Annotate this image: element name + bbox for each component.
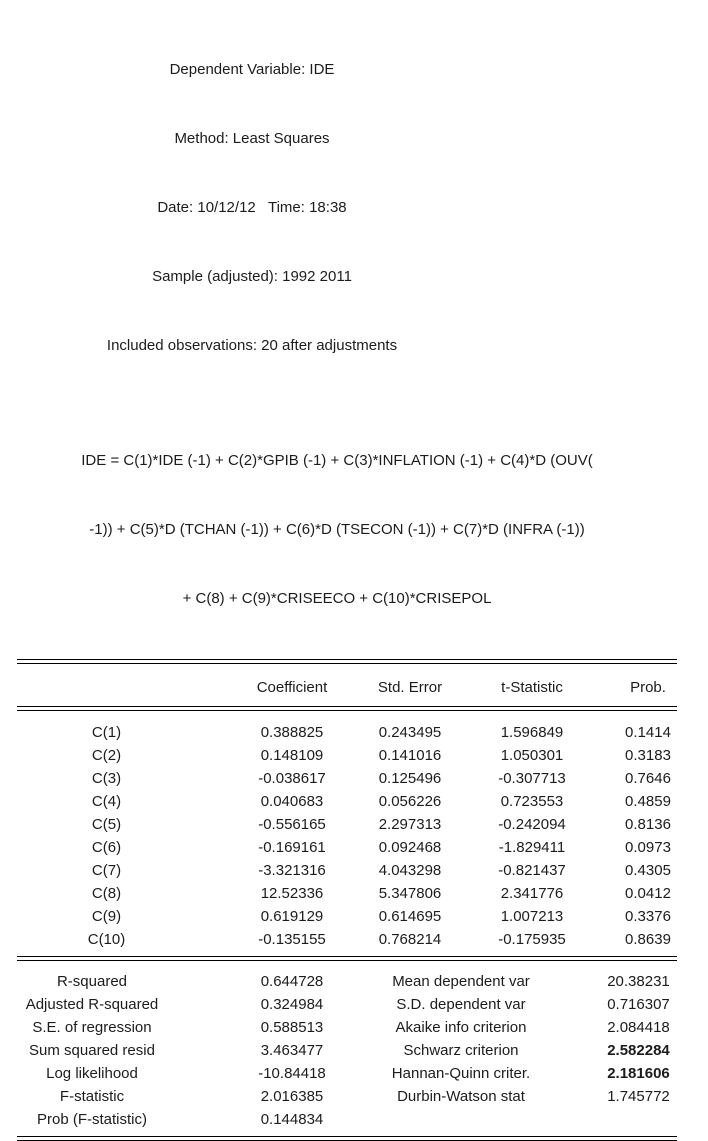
- column-header-std-error: Std. Error: [377, 679, 443, 696]
- coef-value: -0.169161: [258, 839, 326, 856]
- summary-header: [17, 12, 487, 403]
- coef-t-statistic: -0.307713: [498, 770, 566, 787]
- coef-row: [17, 813, 700, 836]
- coef-row: [17, 836, 700, 859]
- regression-output: [17, 12, 700, 1141]
- stats-left-label: Sum squared resid: [29, 1042, 155, 1059]
- stats-row: [17, 993, 700, 1016]
- coef-std-error: 0.056226: [378, 793, 442, 810]
- coef-row: [17, 721, 700, 744]
- coef-variable: C(9): [91, 908, 122, 925]
- stats-left-label: Log likelihood: [46, 1065, 138, 1082]
- coef-t-statistic: 1.596849: [500, 724, 564, 741]
- coef-t-statistic: -0.242094: [498, 816, 566, 833]
- coef-t-statistic: 1.050301: [500, 747, 564, 764]
- coef-value: 0.619129: [260, 908, 324, 925]
- stats-right-label: Akaike info criterion: [395, 1019, 527, 1036]
- stats-right-value: 2.084418: [607, 1019, 670, 1036]
- column-header-coefficient: Coefficient: [256, 679, 328, 696]
- observations-line: Included observations: 20 after adjustments: [106, 337, 398, 354]
- stats-left-value: 0.588513: [260, 1019, 324, 1036]
- coef-value: 0.388825: [260, 724, 324, 741]
- stats-right-label: S.D. dependent var: [396, 996, 526, 1013]
- dependent-variable-line: Dependent Variable: IDE: [169, 61, 335, 78]
- coef-variable: C(5): [91, 816, 122, 833]
- coefficient-header-row: [17, 676, 700, 699]
- stats-right-value: [577, 1108, 700, 1131]
- double-rule-top: [17, 659, 677, 664]
- estimation-equation: [17, 403, 657, 656]
- coef-value: 0.040683: [260, 793, 324, 810]
- stats-right-label: Hannan-Quinn criter.: [391, 1065, 531, 1082]
- coef-variable: C(3): [91, 770, 122, 787]
- coef-prob: 0.0973: [625, 839, 671, 856]
- stats-left-value: 2.016385: [260, 1088, 324, 1105]
- stats-left-label: R-squared: [56, 973, 128, 990]
- stats-right-label: Mean dependent var: [392, 973, 530, 990]
- coef-variable: C(7): [91, 862, 122, 879]
- double-rule-middle: [17, 956, 677, 961]
- coefficient-header-table: [17, 676, 700, 699]
- coef-value: -0.556165: [258, 816, 326, 833]
- coef-value: 0.148109: [260, 747, 324, 764]
- stats-row: [17, 1039, 700, 1062]
- coef-std-error: 0.243495: [378, 724, 442, 741]
- stats-left-label: Adjusted R-squared: [25, 996, 159, 1013]
- coef-prob: 0.3183: [625, 747, 671, 764]
- stats-left-value: 0.144834: [260, 1111, 324, 1128]
- stats-row: [17, 1016, 700, 1039]
- coef-prob: 0.7646: [625, 770, 671, 787]
- coef-t-statistic: -1.829411: [498, 839, 566, 856]
- stats-left-label: S.E. of regression: [32, 1019, 152, 1036]
- coef-prob: 0.4305: [625, 862, 671, 879]
- coef-prob: 0.8639: [625, 931, 671, 948]
- stats-right-value: 2.582284: [607, 1042, 670, 1059]
- coef-std-error: 0.141016: [378, 747, 442, 764]
- coef-std-error: 0.092468: [378, 839, 442, 856]
- stats-row: [17, 1062, 700, 1085]
- coef-value: -0.038617: [258, 770, 326, 787]
- equation-line: + C(8) + C(9)*CRISEECO + C(10)*CRISEPOL: [182, 590, 492, 607]
- column-header-t-statistic: t-Statistic: [501, 679, 563, 696]
- summary-statistics-table: [17, 970, 700, 1131]
- coef-std-error: 0.614695: [378, 908, 442, 925]
- coef-row: [17, 882, 700, 905]
- equation-line: IDE = C(1)*IDE (-1) + C(2)*GPIB (-1) + C(3)*INFLATION (-1) + C(4)*D (OUV(: [81, 452, 593, 469]
- stats-left-value: 0.324984: [260, 996, 324, 1013]
- stats-left-label: Prob (F-statistic): [36, 1111, 147, 1128]
- coef-row: [17, 905, 700, 928]
- coef-std-error: 0.768214: [378, 931, 442, 948]
- coef-value: 12.52336: [260, 885, 324, 902]
- coef-value: -3.321316: [258, 862, 326, 879]
- method-line: Method: Least Squares: [174, 130, 330, 147]
- coef-t-statistic: 2.341776: [500, 885, 564, 902]
- stats-right-value: 0.716307: [607, 996, 670, 1013]
- coef-prob: 0.3376: [625, 908, 671, 925]
- coef-value: -0.135155: [258, 931, 326, 948]
- coef-variable: C(2): [91, 747, 122, 764]
- coef-t-statistic: 1.007213: [500, 908, 564, 925]
- double-rule-bottom: [17, 1136, 677, 1141]
- coef-std-error: 4.043298: [378, 862, 442, 879]
- stats-left-value: -10.84418: [258, 1065, 326, 1082]
- column-header-prob: Prob.: [630, 679, 666, 696]
- stats-left-label: F-statistic: [59, 1088, 125, 1105]
- coef-row: [17, 790, 700, 813]
- coef-variable: C(6): [91, 839, 122, 856]
- double-rule-header: [17, 706, 677, 711]
- stats-left-value: 0.644728: [260, 973, 324, 990]
- coef-variable: C(8): [91, 885, 122, 902]
- coef-row: [17, 744, 700, 767]
- date-time-line: Date: 10/12/12 Time: 18:38: [157, 199, 347, 216]
- stats-right-label: [387, 1108, 577, 1131]
- stats-left-value: 3.463477: [260, 1042, 324, 1059]
- coef-std-error: 0.125496: [378, 770, 442, 787]
- coef-t-statistic: -0.821437: [498, 862, 566, 879]
- coef-prob: 0.0412: [625, 885, 671, 902]
- stats-right-value: 2.181606: [607, 1065, 670, 1082]
- stats-row: [17, 1108, 700, 1131]
- coef-row: [17, 859, 700, 882]
- coef-std-error: 5.347806: [378, 885, 442, 902]
- regression-output-page: [0, 12, 708, 1128]
- coef-t-statistic: -0.175935: [498, 931, 566, 948]
- sample-line: Sample (adjusted): 1992 2011: [152, 268, 352, 285]
- stats-row: [17, 1085, 700, 1108]
- coef-prob: 0.4859: [625, 793, 671, 810]
- coef-std-error: 2.297313: [378, 816, 442, 833]
- stats-right-label: Schwarz criterion: [403, 1042, 519, 1059]
- stats-right-value: 20.38231: [607, 973, 670, 990]
- coef-prob: 0.1414: [625, 724, 671, 741]
- coef-row: [17, 767, 700, 790]
- coef-variable: C(10): [87, 931, 126, 948]
- coef-t-statistic: 0.723553: [500, 793, 564, 810]
- coef-variable: C(1): [91, 724, 122, 741]
- equation-line: -1)) + C(5)*D (TCHAN (-1)) + C(6)*D (TSECON (-1)) + C(7)*D (INFRA (-1)): [89, 521, 585, 538]
- coefficient-table: [17, 721, 700, 951]
- stats-right-label: Durbin-Watson stat: [397, 1088, 525, 1105]
- coef-row: [17, 928, 700, 951]
- coef-variable: C(4): [91, 793, 122, 810]
- stats-right-value: 1.745772: [607, 1088, 670, 1105]
- stats-row: [17, 970, 700, 993]
- coef-prob: 0.8136: [625, 816, 671, 833]
- column-header-variable: [17, 676, 196, 699]
